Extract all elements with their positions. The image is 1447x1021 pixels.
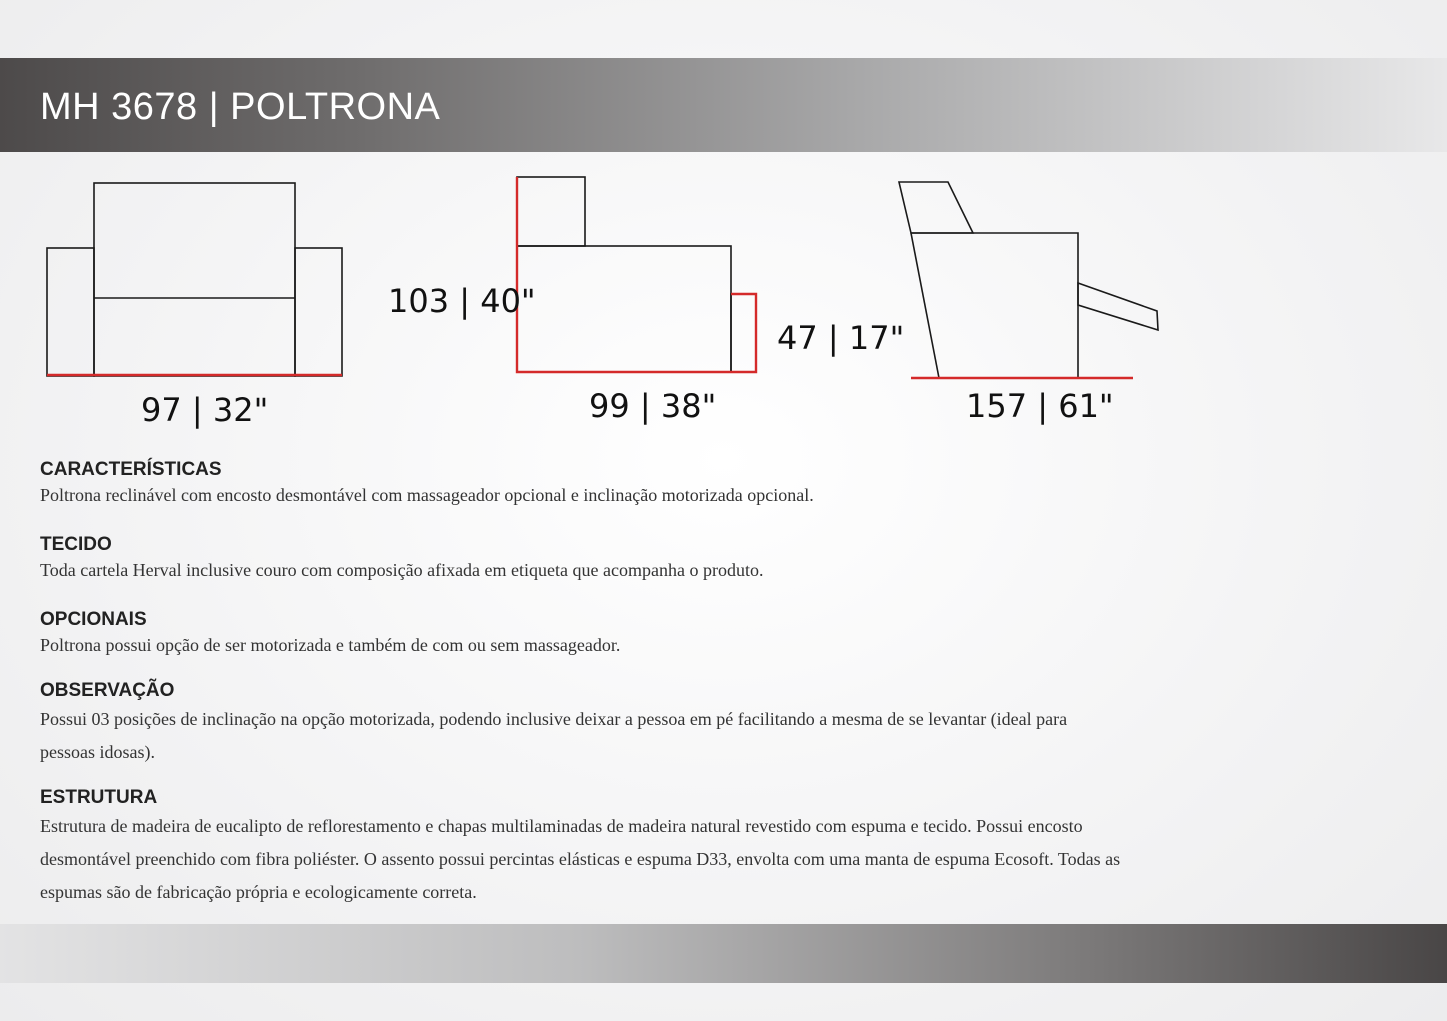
section-body: Possui 03 posições de inclinação na opção motorizada, podendo inclusive deixar a pessoa em pé facilitando a mesma de se levantar (ideal para pessoas idosas). — [40, 709, 1068, 762]
section-tecido — [40, 533, 1190, 583]
depth-measure-line — [517, 177, 756, 372]
seat-height-dimension-label: 47 | 17" — [777, 319, 905, 357]
section-body: Poltrona reclinável com encosto desmontável com massageador opcional e inclinação motorizada opcional. — [40, 485, 814, 505]
width-dimension-label: 97 | 32" — [141, 391, 269, 429]
front-view-drawing — [47, 183, 342, 376]
side-view-drawing — [517, 177, 756, 372]
section-body: Estrutura de madeira de eucalipto de reflorestamento e chapas multilaminadas de madeira natural revestido com espuma e tecido. Possui encosto desmontável preenchido com fibra poliéster. O assento possui percintas elásticas e espuma D33, envolta com uma manta de espuma Ecosoft. Todas as espumas são de fabricação própria e ecologicamente correta. — [40, 816, 1121, 902]
section-heading: OPCIONAIS — [40, 609, 147, 630]
footer-band — [0, 924, 1447, 983]
section-opcionais — [40, 608, 1190, 658]
reclined-depth-dimension-label: 157 | 61" — [966, 387, 1114, 425]
height-dimension-label: 103 | 40" — [388, 282, 536, 320]
depth-dimension-label: 99 | 38" — [589, 387, 717, 425]
section-body: Poltrona possui opção de ser motorizada e também de com ou sem massageador. — [40, 635, 621, 655]
reclined-view-drawing — [899, 182, 1158, 378]
section-caracteristicas — [40, 458, 1190, 508]
page-title: MH 3678 | POLTRONA — [40, 86, 441, 128]
section-estrutura — [40, 786, 1160, 909]
section-body: Toda cartela Herval inclusive couro com composição afixada em etiqueta que acompanha o produto. — [40, 560, 764, 580]
section-observacao — [40, 679, 1100, 769]
section-heading: CARACTERÍSTICAS — [40, 459, 222, 480]
product-drawings — [0, 160, 1447, 400]
section-heading: OBSERVAÇÃO — [40, 680, 175, 701]
section-heading: TECIDO — [40, 534, 112, 555]
section-heading: ESTRUTURA — [40, 787, 158, 808]
